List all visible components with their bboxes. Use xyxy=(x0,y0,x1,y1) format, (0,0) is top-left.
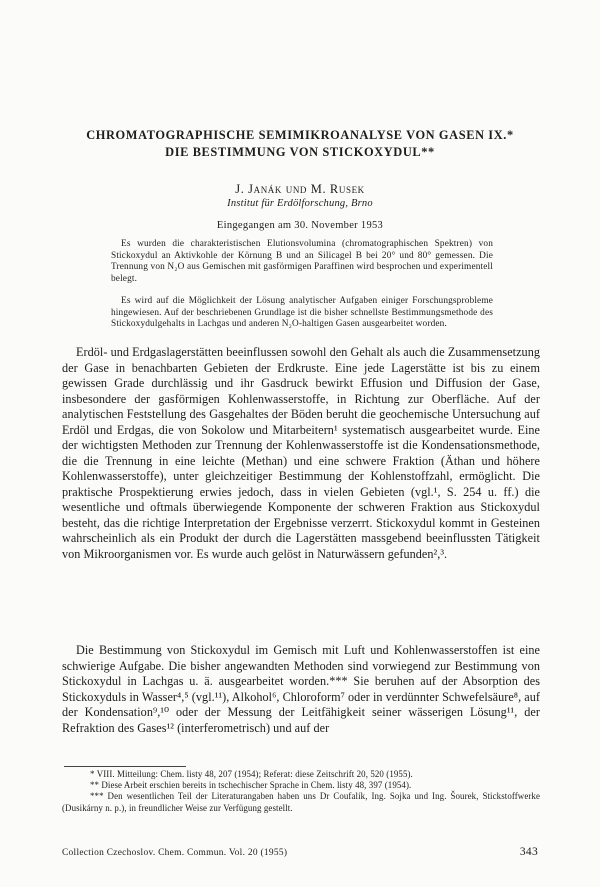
authors: J. Janák und M. Rusek xyxy=(235,182,365,196)
page-number: 343 xyxy=(519,846,538,858)
institute: Institut für Erdölforschung, Brno xyxy=(227,198,373,209)
abstract-paragraph-2: Es wird auf die Möglichkeit der Lösung analytischer Aufgaben einiger Forschungsprobleme hingewiesen. Auf der beschriebenen Grundlage ist die bisher schnellste Bestimmungsmethode des Stickoxydulgehalts in Lachgas und anderen N₂O-haltigen Gasen ausgearbeitet worden. xyxy=(111,296,493,330)
footnotes xyxy=(62,769,540,814)
body-text xyxy=(62,345,540,768)
footnote-2: ** Diese Arbeit erschien bereits in tschechischer Sprache in Chem. listy 48, 397 (1954). xyxy=(90,780,412,791)
abstract xyxy=(111,239,493,342)
received-date: Eingegangen am 30. November 1953 xyxy=(216,220,384,231)
journal-citation: Collection Czechoslov. Chem. Commun. Vol. 20 (1955) xyxy=(62,848,288,858)
page-footer xyxy=(62,846,540,860)
body-paragraph-2: Die Bestimmung von Stickoxydul im Gemisch mit Luft und Kohlenwasserstoffen ist eine schwierige Aufgabe. Die bisher angewandten Methoden sind vorwiegend zur Bestimmung von Stickoxydul in Lachgas u. ä. ausgearbeitet worden.*** Sie beruhen auf der Absorption des Stickoxyduls in Wasser⁴,⁵ (vgl.¹¹), Alkohol⁶, Chloroform⁷ oder in verdünnter Schwefelsäure⁸, auf der Kondensation⁹,¹⁰ oder der Messung der Leitfähigkeit seiner wässerigen Lösung¹¹, der Refraktion des Gases¹² (interferometrisch) und auf der xyxy=(62,643,540,735)
footnote-1: * VIII. Mitteilung: Chem. listy 48, 207 (1954); Referat: diese Zeitschrift 20, 520 (1955). xyxy=(90,769,413,779)
footnote-rule xyxy=(64,766,186,767)
abstract-paragraph-1: Es wurden die charakteristischen Elutionsvolumina (chromatographischen Spektren) von Stickoxydul an Aktivkohle der Körnung B und an Silicagel B bei 20° und 80° gemessen. Die Trennung von N₂O aus Gemischen mit gasförmigen Paraffinen wird besprochen und experimentell belegt. xyxy=(111,239,493,284)
title-line-1: CHROMATOGRAPHISCHE SEMIMIKROANALYSE VON GASEN IX.* xyxy=(86,128,514,142)
footnote-3: *** Den wesentlichen Teil der Literaturangaben haben uns Dr Coufalík, Ing. Sojka und Ing. Šourek, Stickstoffwerke (Dusikárny n. p.), in freundlicher Weise zur Verfügung gestellt. xyxy=(62,791,540,813)
article-title xyxy=(40,127,560,161)
title-line-2: DIE BESTIMMUNG VON STICKOXYDUL** xyxy=(165,145,435,159)
body-paragraph-1: Erdöl- und Erdgaslagerstätten beeinflussen sowohl den Gehalt als auch die Zusammensetzung der Gase in benachbarten Gebieten der Erdkruste. Eine jede Lagerstätte ist bis zu einem gewissen Grade durchlässig und ihr Gasdruck bewirkt Effusion und Diffusion der Gase, insbesondere der gasförmigen Kohlenwasserstoffe, in Richtung zur Oberfläche. Auf der analytischen Feststellung des Gasgehaltes der Böden beruht die geochemische Untersuchung auf Erdöl und Erdgas, die von Sokolow und Mitarbeitern¹ systematisch ausgearbeitet wurde. Eine der wichtigsten Methoden zur Trennung der Kohlenwasserstoffe ist die Kondensationsmethode, die die Trennung in eine leichte (Methan) und eine schwere Fraktion (Äthan und höhere Kohlenwasserstoffe), unter gleichzeitiger Bestimmung der Kohlenstoffzahl, ermöglicht. Die praktische Prospektierung erwies jedoch, dass in vielen Gebieten (vgl.¹, S. 254 u. ff.) die wesentliche und oftmals überwiegende Komponente der schweren Fraktion aus Stickoxydul besteht, das die richtige Interpretation der Ergebnisse verzerrt. Stickoxydul kommt in Gesteinen wahrscheinlich als ein Produkt der durch die Lagerstätten massgebend beeinflussten Tätigkeit von Mikroorganismen vor. Es wurde auch gelöst in Naturwässern gefunden²,³. xyxy=(62,345,540,561)
